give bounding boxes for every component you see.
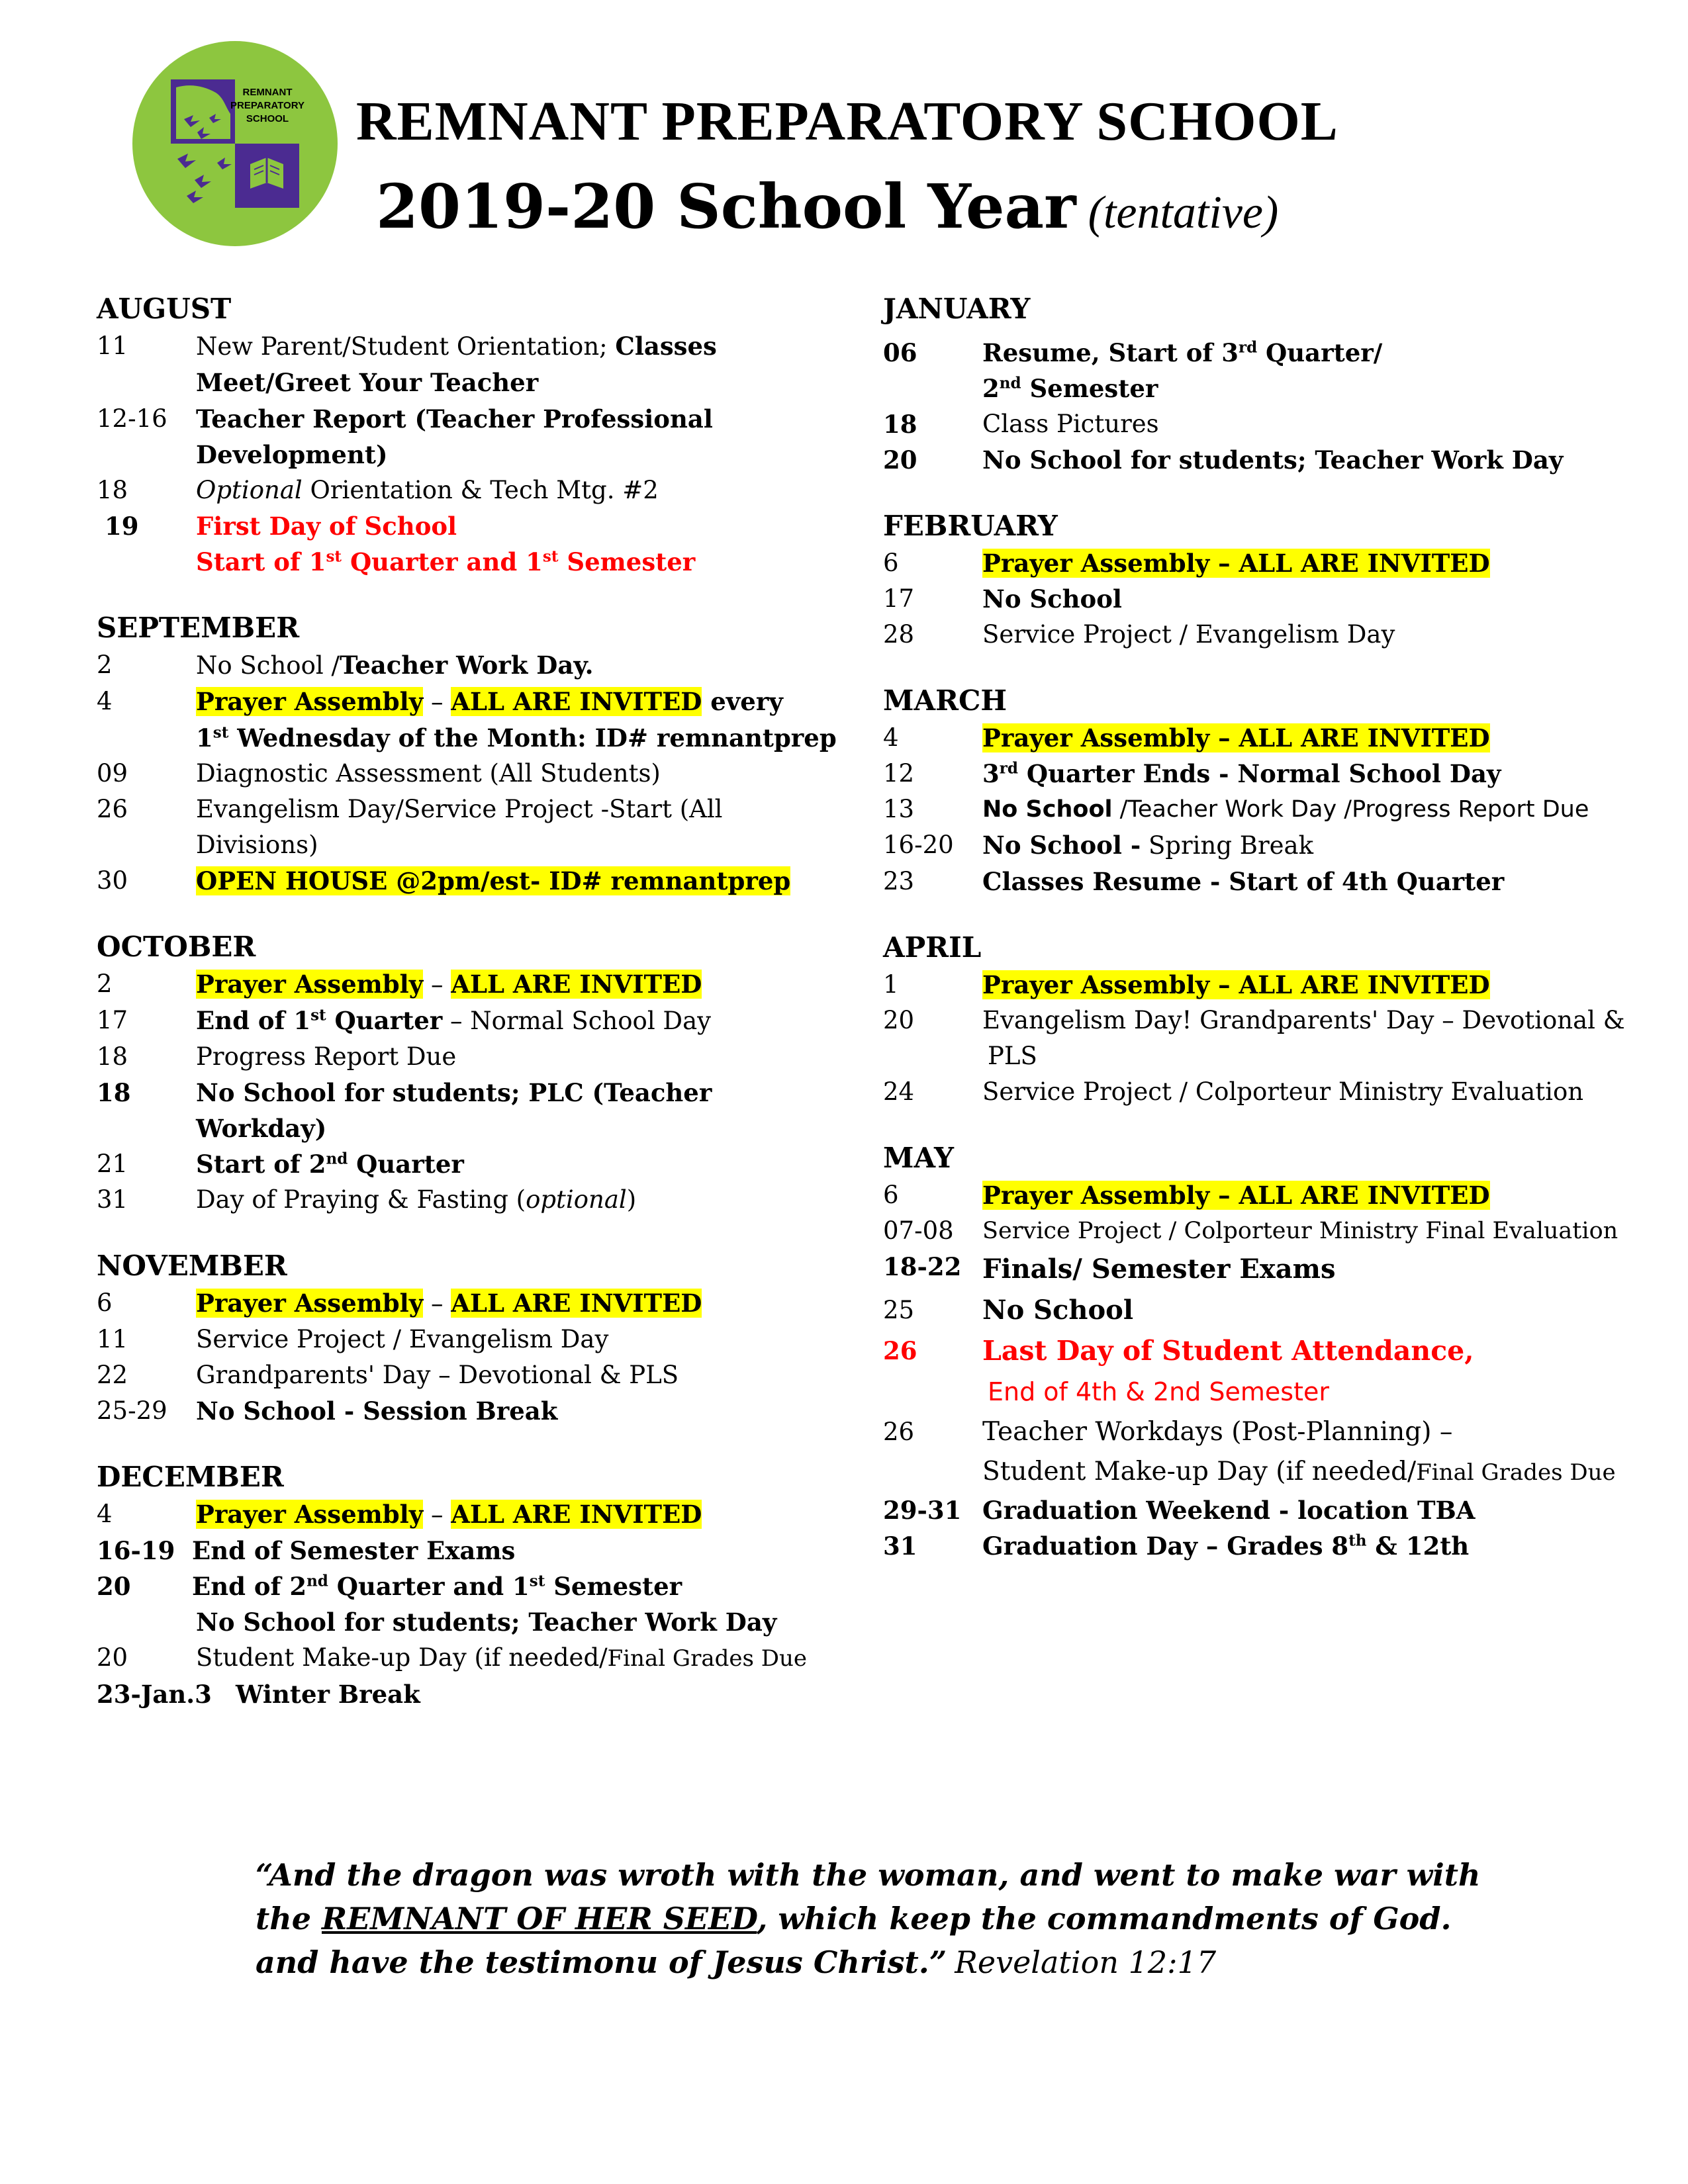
event-text: Class Pictures — [982, 410, 1159, 438]
event-text-part: Divisions) — [196, 831, 318, 859]
event-text-part: Prayer Assembly – ALL ARE INVITED — [982, 1181, 1490, 1210]
month-heading: JANUARY — [883, 293, 1031, 325]
school-logo — [131, 40, 339, 248]
event-date: 06 — [883, 338, 917, 367]
event-text-part: Classes — [615, 332, 717, 361]
svg-text:REMNANT: REMNANT — [242, 87, 293, 98]
event-text — [982, 335, 1671, 406]
event-row — [883, 335, 1671, 406]
month-heading: FEBRUARY — [883, 510, 1058, 542]
event-date: 31 — [883, 1531, 917, 1561]
event-date: 20 — [97, 1572, 131, 1601]
event-text-part: Evangelism Day! Grandparents' Day – Devotional & — [982, 1006, 1625, 1034]
event-text: Service Project / Evangelism Day — [982, 620, 1395, 649]
event-date: 23-Jan.3 — [97, 1680, 212, 1709]
event-text: Service Project / Colporteur Ministry Evaluation — [982, 1077, 1584, 1106]
event-text-part: Last Day of Student Attendance, — [982, 1335, 1474, 1367]
event-row — [883, 545, 1671, 581]
event-date: 11 — [97, 332, 128, 360]
event-text — [196, 1182, 865, 1218]
event-text-part: Prayer Assembly — [196, 1500, 424, 1529]
event-text-part: Graduation Day – Grades 8 — [982, 1531, 1349, 1561]
event-text-part: Optional — [196, 476, 303, 504]
event-text — [196, 792, 865, 863]
event-row — [883, 1003, 1671, 1074]
event-text: End of Semester Exams — [192, 1536, 516, 1565]
event-date: 26 — [883, 1418, 915, 1446]
event-date: 19 — [105, 512, 139, 541]
event-text-part: Semester — [545, 1572, 682, 1601]
event-text-part: Final Grades Due — [607, 1645, 808, 1672]
event-text-part: st — [310, 1006, 326, 1024]
event-text-part: nd — [999, 374, 1021, 392]
event-row — [883, 864, 1671, 899]
event-text — [196, 1075, 865, 1146]
event-row — [97, 1039, 865, 1075]
event-text — [196, 647, 865, 684]
event-text-part: ) — [626, 1185, 637, 1214]
event-date: 20 — [883, 1006, 915, 1034]
month-heading: OCTOBER — [97, 931, 256, 963]
event-row — [883, 967, 1671, 1003]
event-date: 6 — [97, 1289, 113, 1317]
event-row — [97, 647, 865, 684]
event-text-part: Orientation & Tech Mtg. #2 — [302, 476, 659, 504]
event-text — [982, 792, 1671, 827]
event-text-part: Prayer Assembly – ALL ARE INVITED — [982, 723, 1490, 752]
event-date: 31 — [97, 1185, 128, 1214]
event-date: 25-29 — [97, 1396, 167, 1425]
svg-text:PREPARATORY: PREPARATORY — [230, 100, 305, 111]
event-text — [196, 1496, 865, 1533]
event-text: Grandparents' Day – Devotional & PLS — [196, 1361, 679, 1389]
event-text-part: st — [212, 723, 229, 742]
event-text-part: – — [423, 1500, 451, 1529]
event-date: 18 — [883, 410, 917, 439]
month-heading: SEPTEMBER — [97, 612, 300, 644]
month-november — [97, 1247, 865, 1429]
event-text-part: OPEN HOUSE @2pm/est- ID# remnantprep — [196, 866, 791, 895]
month-october — [97, 928, 865, 1218]
event-date: 30 — [97, 866, 128, 895]
month-february — [883, 507, 1671, 653]
event-date: 16-20 — [883, 831, 954, 859]
event-text-part: Prayer Assembly — [196, 1289, 424, 1318]
event-text: Winter Break — [236, 1680, 420, 1709]
month-heading: MARCH — [883, 684, 1008, 717]
event-text-part: Evangelism Day/Service Project -Start (All — [196, 795, 723, 823]
event-date: 28 — [883, 620, 915, 649]
event-text-part: Quarter — [348, 1150, 464, 1179]
event-row — [97, 328, 865, 401]
event-row — [97, 1393, 865, 1429]
left-column — [97, 290, 865, 1741]
event-text-part: Prayer Assembly — [196, 687, 424, 716]
event-text-part: Development) — [196, 440, 388, 469]
event-text-part: – — [423, 688, 451, 716]
event-row — [883, 792, 1671, 827]
event-text-part: 1 — [196, 723, 213, 752]
event-date: 23 — [883, 867, 915, 895]
event-date: 4 — [97, 687, 113, 715]
month-heading: APRIL — [883, 931, 982, 964]
event-date: 29-31 — [883, 1496, 962, 1525]
event-text-part: Spring Break — [1141, 831, 1314, 860]
event-text — [982, 1412, 1671, 1492]
event-text-part: Resume, Start of 3 — [982, 338, 1239, 367]
event-text-part: End of 2 — [192, 1572, 307, 1601]
event-text-part: Prayer Assembly – ALL ARE INVITED — [982, 549, 1490, 578]
event-text: Classes Resume - Start of 4th Quarter — [982, 867, 1505, 896]
event-text — [982, 1528, 1671, 1564]
event-row — [97, 1182, 865, 1218]
event-date: 1 — [883, 970, 899, 999]
event-text-part: st — [529, 1572, 545, 1590]
event-date: 4 — [97, 1500, 113, 1528]
event-text-part: No School - — [982, 831, 1141, 860]
event-row — [883, 1249, 1671, 1290]
event-text-part: every — [702, 687, 783, 716]
event-row — [883, 1074, 1671, 1110]
event-text — [192, 1569, 865, 1640]
event-text: No School — [982, 1295, 1134, 1326]
event-date: 07-08 — [883, 1216, 954, 1245]
event-date: 09 — [97, 759, 128, 788]
event-text — [196, 1003, 865, 1039]
event-text — [982, 1003, 1671, 1074]
month-heading: DECEMBER — [97, 1461, 284, 1493]
event-text-part: End of 4th & 2nd Semester — [988, 1377, 1330, 1406]
event-row — [97, 792, 865, 863]
event-row — [97, 1003, 865, 1039]
event-text — [982, 545, 1671, 581]
event-date: 18 — [97, 1078, 131, 1107]
month-april — [883, 929, 1671, 1110]
event-row — [883, 1412, 1671, 1492]
event-row — [97, 756, 865, 792]
event-row — [97, 684, 865, 756]
event-text — [982, 1331, 1671, 1412]
event-row — [883, 720, 1671, 756]
event-row — [883, 1492, 1671, 1528]
quote-emphasis: REMNANT OF HER SEED — [321, 1901, 757, 1936]
event-text-part: Quarter Ends - Normal School Day — [1017, 759, 1501, 788]
event-text-part: optional — [526, 1185, 627, 1214]
event-row — [97, 1357, 865, 1393]
event-date: 18-22 — [883, 1252, 962, 1281]
event-text — [196, 508, 865, 580]
event-text — [196, 1640, 865, 1676]
event-text — [196, 863, 865, 899]
event-text-part: Prayer Assembly – ALL ARE INVITED — [982, 970, 1490, 999]
event-text: No School — [982, 584, 1122, 614]
page-title — [376, 173, 1278, 240]
event-text-part: Start of 1 — [196, 547, 326, 576]
event-text-part: Semester — [558, 547, 696, 576]
event-date: 11 — [97, 1325, 128, 1353]
event-row — [97, 1285, 865, 1322]
event-date: 18 — [97, 1042, 128, 1071]
event-text — [196, 966, 865, 1003]
event-text-part: Prayer Assembly — [196, 970, 424, 999]
event-text-part: Quarter and 1 — [342, 547, 543, 576]
event-date: 25 — [883, 1296, 915, 1324]
quote-text — [256, 1857, 1480, 1980]
event-text — [982, 720, 1671, 756]
event-text-part: Semester — [1021, 374, 1158, 403]
event-text-part: End of 1 — [196, 1006, 311, 1035]
event-date: 6 — [883, 1181, 899, 1209]
event-date: 16-19 — [97, 1536, 175, 1565]
school-name: REMNANT PREPARATORY SCHOOL — [356, 91, 1338, 152]
event-text-part: Start of 2 — [196, 1150, 326, 1179]
event-text — [982, 1177, 1671, 1213]
event-text-part: th — [1348, 1531, 1367, 1550]
event-text-part: Teacher Work Day. — [339, 651, 594, 680]
event-date: 20 — [97, 1643, 128, 1672]
event-text: Service Project / Colporteur Ministry Final Evaluation — [982, 1218, 1618, 1244]
scripture-quote — [256, 1853, 1513, 1984]
event-text-part: & 12th — [1366, 1531, 1470, 1561]
month-september — [97, 609, 865, 899]
event-date: 2 — [97, 970, 113, 998]
event-text: Progress Report Due — [196, 1042, 457, 1071]
event-text-part: No School — [982, 796, 1113, 823]
event-text-part: – Normal School Day — [442, 1007, 712, 1035]
event-text-part: First Day of School — [196, 512, 457, 541]
event-text-part: ALL ARE INVITED — [451, 970, 702, 999]
event-text-part: – — [423, 1289, 451, 1318]
event-row — [97, 1496, 865, 1533]
quote-reference: Revelation 12:17 — [955, 1944, 1217, 1980]
event-date: 17 — [883, 584, 915, 613]
event-text-part: – — [423, 970, 451, 999]
event-text-part: Student Make-up Day (if needed/ — [196, 1643, 608, 1672]
event-text-part: /Teacher Work Day /Progress Report Due — [1112, 796, 1589, 823]
event-text: Diagnostic Assessment (All Students) — [196, 759, 661, 788]
event-date: 17 — [97, 1006, 128, 1034]
event-date: 20 — [883, 445, 917, 475]
event-text-part: nd — [326, 1150, 348, 1168]
month-heading: MAY — [883, 1142, 954, 1174]
event-row — [97, 473, 865, 508]
event-text-part: New Parent/Student Orientation; — [196, 332, 616, 361]
event-text-part: 3 — [982, 759, 1000, 788]
event-text-part: ALL ARE INVITED — [451, 1289, 702, 1318]
event-row — [883, 617, 1671, 653]
event-text — [982, 756, 1671, 792]
month-heading: NOVEMBER — [97, 1250, 287, 1282]
event-text — [196, 328, 865, 401]
month-december — [97, 1458, 865, 1712]
event-text-part: Workday) — [196, 1114, 327, 1143]
event-text-part: Quarter/ — [1257, 338, 1383, 367]
event-text: Graduation Weekend - location TBA — [982, 1496, 1476, 1525]
event-row — [883, 827, 1671, 864]
event-text-part: No School for students; Teacher Work Day — [196, 1608, 777, 1637]
event-date: 22 — [97, 1361, 128, 1389]
quote-part: , which keep the commandments of God. and have the testimonu of Jesus Christ.” — [256, 1901, 1452, 1980]
event-row — [97, 1640, 865, 1676]
event-row — [97, 1533, 865, 1569]
event-row — [97, 863, 865, 899]
event-row — [883, 581, 1671, 617]
event-text-part: rd — [1238, 338, 1258, 357]
event-text-part: rd — [999, 759, 1018, 778]
month-heading: AUGUST — [97, 293, 232, 325]
quote-part: “And the dragon was wroth with the woman, and went to make war with the — [256, 1857, 1481, 1936]
event-row — [97, 1569, 865, 1640]
event-text: Service Project / Evangelism Day — [196, 1325, 609, 1353]
event-text-part: Meet/Greet Your Teacher — [196, 368, 539, 397]
event-text — [982, 827, 1671, 864]
event-row — [883, 1528, 1671, 1564]
event-text-part: Quarter and 1 — [328, 1572, 530, 1601]
event-text — [196, 1146, 865, 1182]
right-column — [883, 290, 1671, 1593]
event-text — [196, 473, 865, 508]
event-date: 2 — [97, 651, 113, 679]
year-title-text: 2019-20 School Year — [376, 171, 1076, 242]
event-text-part: ALL ARE INVITED — [451, 1500, 702, 1529]
event-date: 13 — [883, 795, 915, 823]
event-text-part: Wednesday of the Month: ID# remnantprep — [228, 723, 837, 752]
event-date: 21 — [97, 1150, 128, 1178]
svg-text:SCHOOL: SCHOOL — [246, 113, 289, 124]
event-row — [883, 1213, 1671, 1249]
event-text-part: nd — [306, 1572, 328, 1590]
event-text-part: ALL ARE INVITED — [451, 687, 702, 716]
event-text — [196, 401, 865, 473]
event-row — [97, 1075, 865, 1146]
event-text-part: Student Make-up Day (if needed/ — [982, 1457, 1417, 1486]
event-text-part: Quarter — [326, 1006, 443, 1035]
event-row — [883, 1177, 1671, 1213]
event-row — [883, 442, 1671, 478]
event-text: No School for students; Teacher Work Day — [982, 445, 1564, 475]
event-date: 6 — [883, 549, 899, 577]
event-row — [97, 1146, 865, 1182]
event-text-part: 2 — [982, 374, 1000, 403]
event-row — [97, 1322, 865, 1357]
event-text: Finals/ Semester Exams — [982, 1253, 1336, 1285]
event-row — [883, 756, 1671, 792]
event-row — [97, 966, 865, 1003]
event-row — [883, 406, 1671, 442]
event-row — [883, 1331, 1671, 1412]
event-text-part: Day of Praying & Fasting ( — [196, 1185, 526, 1214]
event-text-part: Teacher Report (Teacher Professional — [196, 404, 713, 433]
event-text-part: st — [326, 547, 342, 566]
event-date: 26 — [883, 1336, 917, 1365]
event-text-part: st — [542, 547, 559, 566]
event-text — [196, 684, 865, 756]
event-row — [883, 1290, 1671, 1331]
event-row — [97, 508, 865, 580]
event-text — [196, 1285, 865, 1322]
event-date: 26 — [97, 795, 128, 823]
month-january — [883, 290, 1671, 478]
event-text — [982, 967, 1671, 1003]
month-august — [97, 290, 865, 580]
event-date: 4 — [883, 723, 899, 752]
month-march — [883, 682, 1671, 899]
event-text-part: No School / — [196, 651, 340, 680]
event-text-part: Teacher Workdays (Post-Planning) – — [982, 1417, 1453, 1447]
event-row — [97, 401, 865, 473]
event-date: 12-16 — [97, 404, 167, 433]
event-text-part: PLS — [988, 1042, 1037, 1070]
event-text: No School - Session Break — [196, 1396, 558, 1426]
event-date: 24 — [883, 1077, 915, 1106]
event-date: 12 — [883, 759, 915, 788]
event-row — [97, 1676, 865, 1712]
event-text-part: Final Grades Due — [1416, 1459, 1616, 1486]
event-date: 18 — [97, 476, 128, 504]
tentative-label: (tentative) — [1088, 187, 1279, 238]
month-may — [883, 1139, 1671, 1564]
event-text-part: No School for students; PLC (Teacher — [196, 1078, 712, 1107]
